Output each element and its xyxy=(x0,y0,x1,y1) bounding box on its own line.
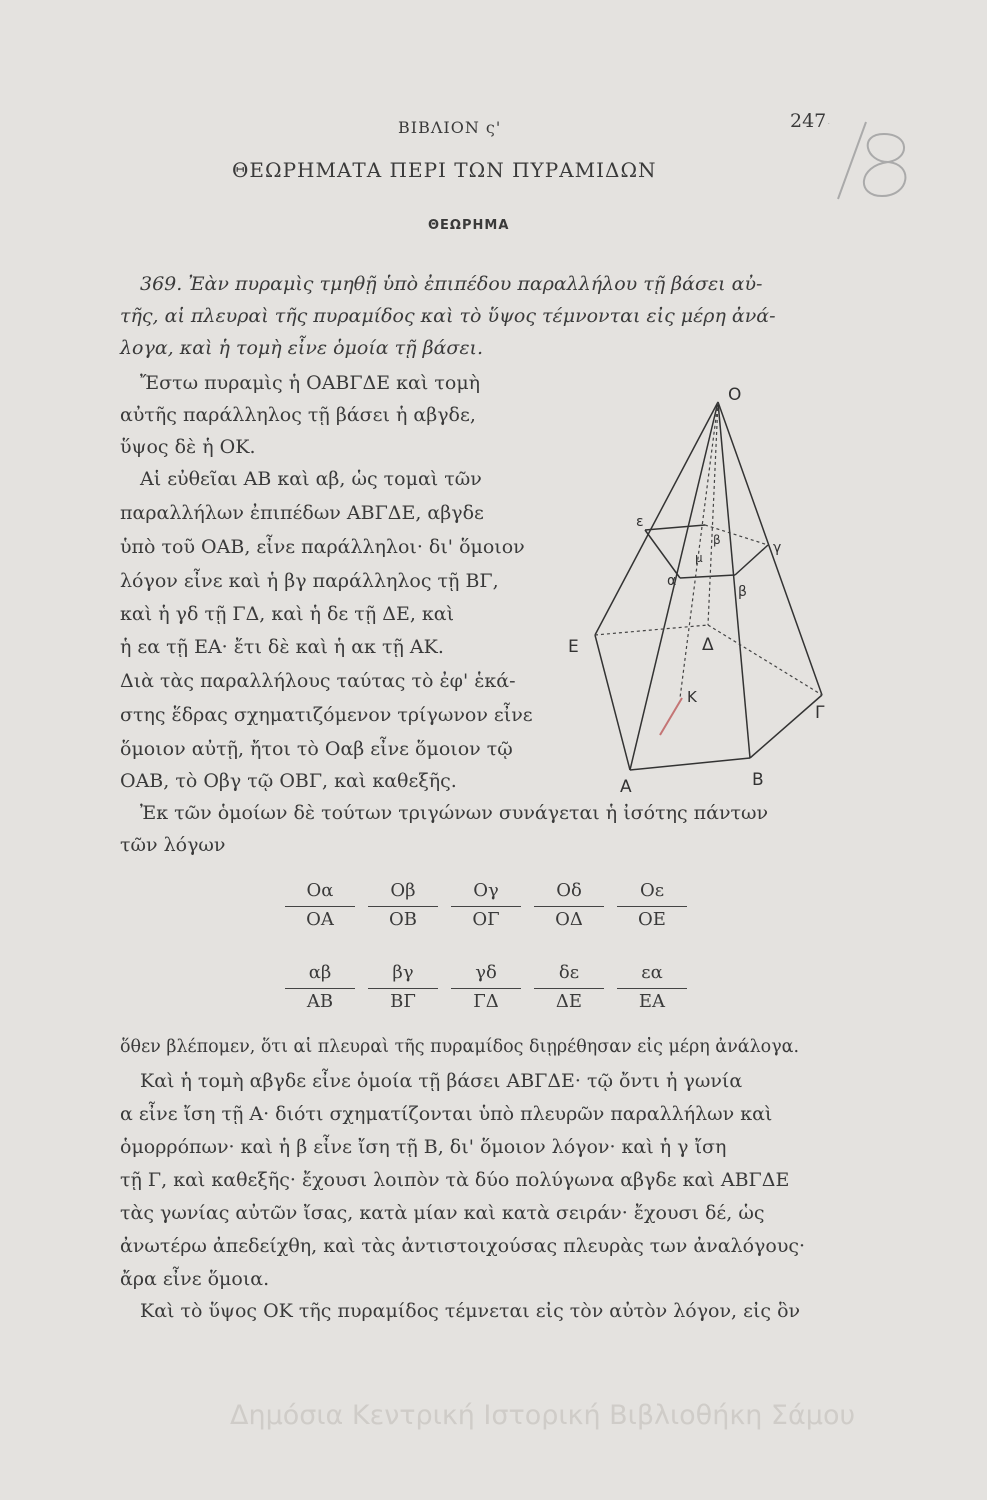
proof-line: λόγον εἶνε καὶ ἡ βγ παράλληλος τῇ ΒΓ, xyxy=(120,570,499,592)
proof-line: Ἔστω πυραμὶς ἡ ΟΑΒΓΔΕ καὶ τομὴ xyxy=(140,372,481,394)
vertex-label: Γ xyxy=(815,703,825,723)
vertex-label: ε xyxy=(636,514,644,530)
fraction-denominator: ΟΕ xyxy=(617,906,687,930)
fraction xyxy=(368,962,438,1012)
conclusion-line: ὁμορρόπων· καὶ ἡ β εἶνε ἴση τῇ Β, δι' ὅμοιον λόγον· καὶ ἡ γ ἴση xyxy=(120,1136,727,1158)
conclusion-line: Καὶ τὸ ὕψος ΟΚ τῆς πυραμίδος τέμνεται εἰς τὸν αὐτὸν λόγον, εἰς ὃν xyxy=(140,1300,801,1322)
pyramid-edges xyxy=(595,402,822,770)
vertex-label: μ xyxy=(695,551,703,565)
theorem-line: λογα, καὶ ἡ τομὴ εἶνε ὁμοία τῇ βάσει. xyxy=(120,337,484,359)
fraction-numerator: Οε xyxy=(639,880,665,901)
vertex-label: Δ xyxy=(702,635,714,655)
fraction-denominator: ΒΓ xyxy=(368,988,438,1012)
fraction-numerator: δε xyxy=(558,962,580,983)
proof-line: καὶ ἡ γδ τῇ ΓΔ, καὶ ἡ δε τῇ ΔΕ, καὶ xyxy=(120,603,455,625)
fraction-denominator: ΔΕ xyxy=(534,988,604,1012)
page-number: 247 xyxy=(790,110,827,132)
fraction-denominator: ΟΔ xyxy=(534,906,604,930)
fraction-denominator: ΑΒ xyxy=(285,988,355,1012)
proof-line: Αἱ εὐθεῖαι ΑΒ καὶ αβ, ὡς τομαὶ τῶν xyxy=(140,468,482,490)
conclusion-line: τῇ Γ, καὶ καθεξῆς· ἔχουσι λοιπὸν τὰ δύο πολύγωνα αβγδε καὶ ΑΒΓΔΕ xyxy=(120,1169,790,1191)
proof-line: ὕψος δὲ ἡ ΟΚ. xyxy=(120,436,256,458)
proof-line: στης ἕδρας σχηματιζόμενον τρίγωνον εἶνε xyxy=(120,704,533,726)
proof-line: ὅμοιον αὐτῇ, ἤτοι τὸ Οαβ εἶνε ὅμοιον τῷ xyxy=(120,738,513,760)
fraction-numerator: βγ xyxy=(392,962,414,983)
fraction-denominator: ΟΓ xyxy=(451,906,521,930)
chapter-title: ΘΕΩΡΗΜΑΤΑ ΠΕΡΙ ΤΩΝ ΠΥΡΑΜΙΔΩΝ xyxy=(232,158,657,182)
vertex-label: O xyxy=(728,385,742,405)
proof-line: ΟΑΒ, τὸ Οβγ τῷ ΟΒΓ, καὶ καθεξῆς. xyxy=(120,770,457,792)
fraction-denominator: ΟΒ xyxy=(368,906,438,930)
conclusion-line: Καὶ ἡ τομὴ αβγδε εἶνε ὁμοία τῇ βάσει ΑΒΓΔΕ· τῷ ὄντι ἡ γωνία xyxy=(140,1070,743,1092)
fraction-denominator: ΟΑ xyxy=(285,906,355,930)
vertex-label: A xyxy=(620,777,632,797)
fraction-denominator: ΕΑ xyxy=(617,988,687,1012)
theorem-heading: ΘΕΩΡΗΜΑ xyxy=(428,218,510,233)
continuation-line: Ἐκ τῶν ὁμοίων δὲ τούτων τριγώνων συνάγεται ἡ ἰσότης πάντων xyxy=(140,802,769,824)
fraction xyxy=(285,880,355,930)
fraction-numerator: αβ xyxy=(308,962,332,983)
handwritten-mark-drawing xyxy=(818,104,928,214)
fraction-numerator: Οβ xyxy=(390,880,416,901)
vertex-label: α xyxy=(667,573,677,589)
pen-mark xyxy=(660,698,682,735)
fraction xyxy=(617,962,687,1012)
handwritten-mark xyxy=(818,104,928,218)
proof-line: Διὰ τὰς παραλλήλους ταύτας τὸ ἐφ' ἑκά- xyxy=(120,670,516,692)
fraction-numerator: εα xyxy=(641,962,663,983)
fraction xyxy=(285,962,355,1012)
vertex-label: E xyxy=(568,637,579,657)
continuation-line: τῶν λόγων xyxy=(120,834,226,856)
proof-line: ἡ εα τῇ ΕΑ· ἔτι δὲ καὶ ἡ ακ τῇ ΑΚ. xyxy=(120,636,444,658)
vertex-label: β xyxy=(713,533,721,547)
fraction xyxy=(451,880,521,930)
conclusion-line: α εἶνε ἴση τῇ Α· διότι σχηματίζονται ὑπὸ πλευρῶν παραλλήλων καὶ xyxy=(120,1103,773,1125)
handwritten-mark-text: 18 xyxy=(828,124,830,125)
theorem-line: τῆς, αἱ πλευραὶ τῆς πυραμίδος καὶ τὸ ὕψος τέμνονται εἰς μέρη ἀνά- xyxy=(120,305,776,327)
pyramid-figure xyxy=(560,380,850,800)
vertex-label: γ xyxy=(773,540,782,556)
library-watermark: Δημόσια Κεντρική Ιστορική Βιβλιοθήκη Σάμου xyxy=(230,1400,856,1431)
conclusion-line: τὰς γωνίας αὐτῶν ἴσας, κατὰ μίαν καὶ κατὰ σειράν· ἔχουσι δέ, ὡς xyxy=(120,1202,765,1224)
vertex-label: K xyxy=(687,688,697,706)
conclusion-line: ἄρα εἶνε ὅμοια. xyxy=(120,1268,270,1290)
conclusion-line: ὅθεν βλέπομεν, ὅτι αἱ πλευραὶ τῆς πυραμίδος διῃρέθησαν εἰς μέρη ἀνάλογα. xyxy=(120,1037,800,1057)
fraction xyxy=(617,880,687,930)
fraction xyxy=(451,962,521,1012)
proof-line: παραλλήλων ἐπιπέδων ΑΒΓΔΕ, αβγδε xyxy=(120,502,484,524)
proof-line: αὐτῆς παράλληλος τῇ βάσει ἡ αβγδε, xyxy=(120,404,476,426)
fraction-numerator: Οδ xyxy=(556,880,582,901)
fraction xyxy=(368,880,438,930)
proof-line: ὑπὸ τοῦ ΟΑΒ, εἶνε παράλληλοι· δι' ὅμοιον xyxy=(120,536,525,558)
vertex-label: B xyxy=(752,770,764,790)
book-header: ΒΙΒΛΙΟΝ ς' xyxy=(398,118,502,137)
conclusion-line: ἀνωτέρω ἀπεδείχθη, καὶ τὰς ἀντιστοιχούσας πλευρὰς των ἀναλόγους· xyxy=(120,1235,806,1257)
vertex-label: β xyxy=(738,584,747,600)
fraction-denominator: ΓΔ xyxy=(451,988,521,1012)
fraction xyxy=(534,880,604,930)
fraction-numerator: Οα xyxy=(306,880,334,901)
fraction xyxy=(534,962,604,1012)
fraction-numerator: Ογ xyxy=(473,880,499,901)
theorem-line: 369. Ἐὰν πυραμὶς τμηθῇ ὑπὸ ἐπιπέδου παραλλήλου τῇ βάσει αὐ- xyxy=(140,273,763,295)
fraction-numerator: γδ xyxy=(475,962,497,983)
